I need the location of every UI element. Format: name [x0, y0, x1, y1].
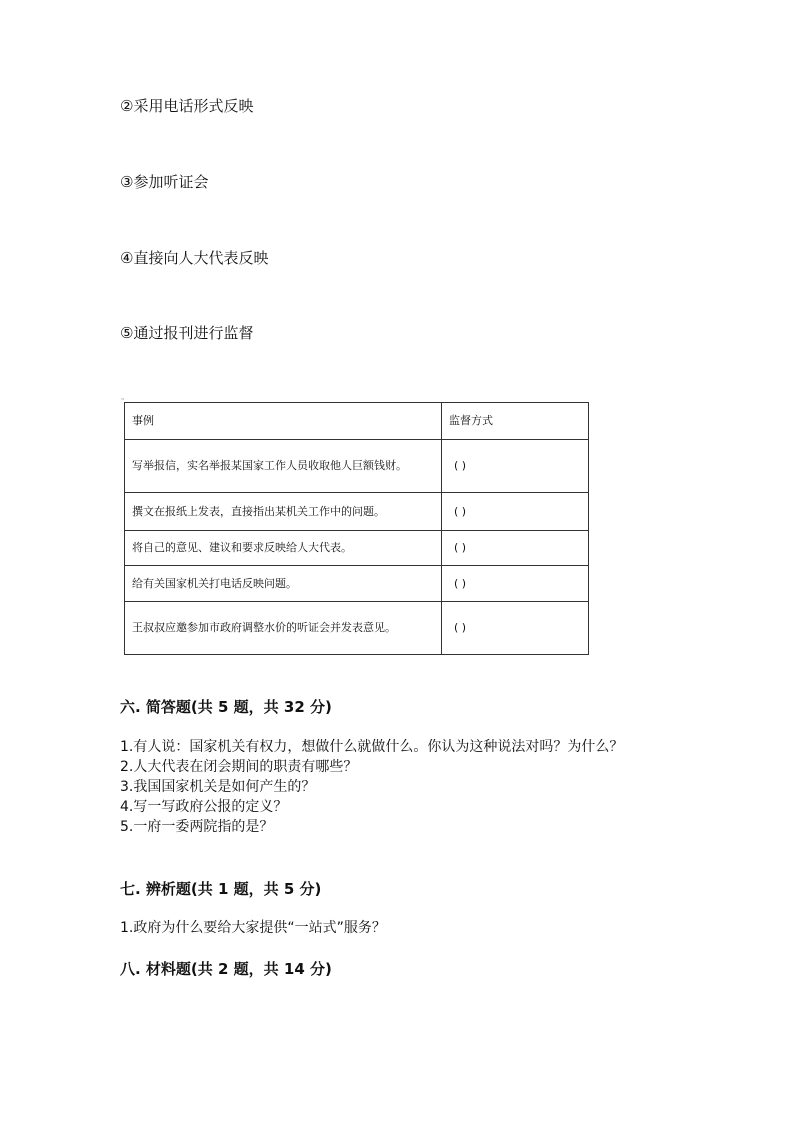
table-row [125, 602, 589, 655]
case-cell: 写举报信，实名举报某国家工作人员收取他人巨额钱财。 [125, 440, 442, 493]
option-2: ②采用电话形式反映 [120, 97, 254, 115]
question-item: 4.写一写政府公报的定义？ [120, 799, 288, 815]
case-cell: 王叔叔应邀参加市政府调整水价的听证会并发表意见。 [125, 602, 442, 655]
option-5: ⑤通过报刊进行监督 [120, 324, 254, 342]
answer-blank[interactable]: ( ) [442, 566, 589, 602]
answer-blank[interactable]: ( ) [442, 493, 589, 531]
table-row [125, 493, 589, 531]
table-row [125, 531, 589, 566]
section-6-questions [120, 737, 680, 837]
table-row [125, 566, 589, 602]
section-7-title: 七. 辨析题(共 1 题，共 5 分) [120, 880, 322, 898]
table-header-row [125, 403, 589, 440]
supervision-table [124, 402, 589, 655]
table-row [125, 440, 589, 493]
section-7-questions [120, 918, 680, 938]
table-anchor-mark: " [121, 397, 125, 405]
case-cell: 撰文在报纸上发表，直接指出某机关工作中的问题。 [125, 493, 442, 531]
question-item: 3.我国国家机关是如何产生的？ [120, 779, 316, 795]
header-case: 事例 [125, 403, 442, 440]
header-method: 监督方式 [442, 403, 589, 440]
answer-blank[interactable]: ( ) [442, 602, 589, 655]
answer-blank[interactable]: ( ) [442, 440, 589, 493]
question-item: 1.政府为什么要给大家提供“一站式”服务？ [120, 920, 386, 936]
case-cell: 将自己的意见、建议和要求反映给人大代表。 [125, 531, 442, 566]
section-8-title: 八. 材料题(共 2 题，共 14 分) [120, 960, 332, 978]
option-3: ③参加听证会 [120, 173, 209, 191]
option-4: ④直接向人大代表反映 [120, 249, 269, 267]
question-item: 1.有人说：国家机关有权力，想做什么就做什么。你认为这种说法对吗？为什么？ [120, 739, 624, 755]
section-6-title: 六. 简答题(共 5 题，共 32 分) [120, 698, 332, 716]
question-item: 2.人大代表在闭会期间的职责有哪些？ [120, 759, 358, 775]
question-item: 5.一府一委两院指的是？ [120, 819, 274, 835]
case-cell: 给有关国家机关打电话反映问题。 [125, 566, 442, 602]
answer-blank[interactable]: ( ) [442, 531, 589, 566]
